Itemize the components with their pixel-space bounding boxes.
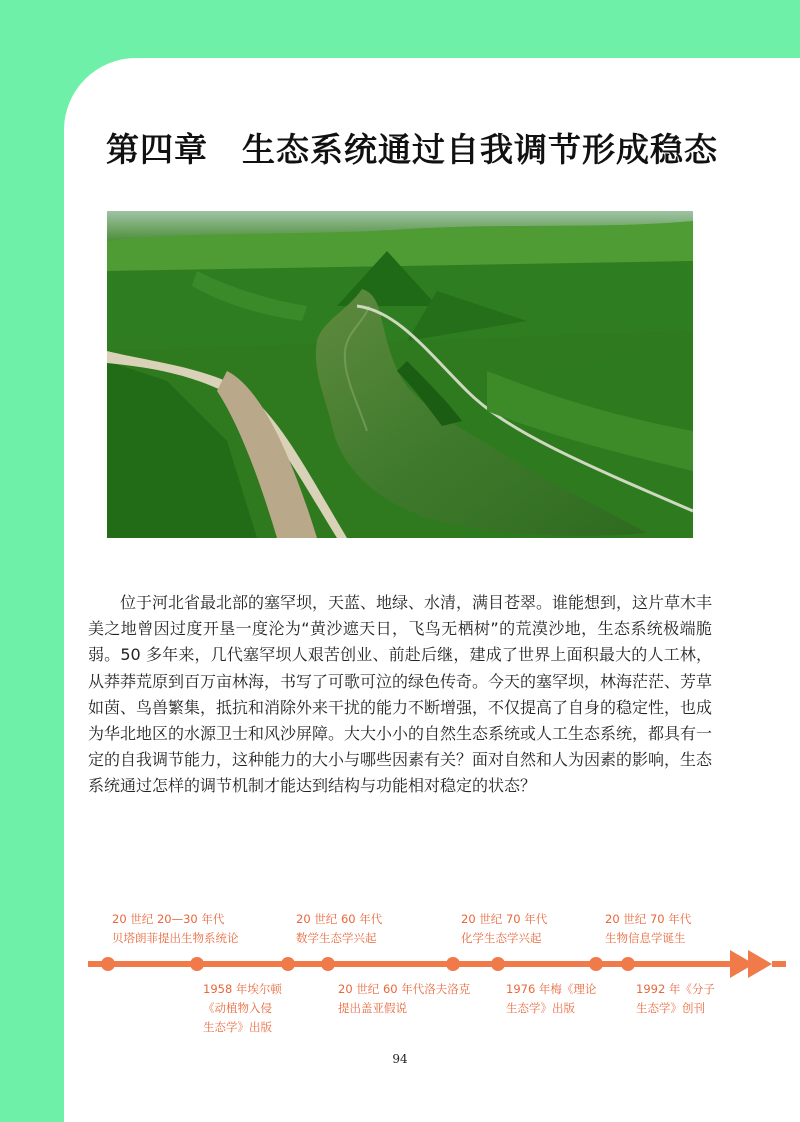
timeline-dot [281,957,295,971]
saihanba-landscape-photo [107,211,693,538]
timeline-event-label: 20 世纪 60 年代洛夫洛克 提出盖亚假说 [338,982,471,1015]
chapter-title [106,124,718,171]
timeline-event-label: 1976 年梅《理论 生态学》出版 [506,982,597,1015]
timeline-event-label: 20 世纪 70 年代 生物信息学诞生 [605,912,692,945]
timeline-dot [491,957,505,971]
timeline-event-label: 20 世纪 20—30 年代 贝塔朗菲提出生物系统论 [112,912,239,945]
chapter-title-text: 生态系统通过自我调节形成稳态 [242,130,718,169]
timeline-event-label: 1958 年埃尔顿 《动植物入侵 生态学》出版 [203,982,282,1034]
intro-paragraph: 位于河北省最北部的塞罕坝，天蓝、地绿、水清，满目苍翠。谁能想到，这片草木丰美之地曾因过度开垦一度沦为“黄沙遮天日，飞鸟无栖树”的荒漠沙地，生态系统极端脆弱。50 多年来，几代塞罕坝人艰苦创业、前赴后继，建成了世界上面积最大的人工林，从莽莽荒原到百万亩林海，书写了可歌可泣的绿色传奇。今天的塞罕坝，林海茫茫、芳草如茵、鸟兽繁集，抵抗和消除外来干扰的能力不断增强，不仅提高了自身的稳定性，也成为华北地区的水源卫士和风沙屏障。大大小小的自然生态系统或人工生态系统，都具有一定的自我调节能力，这种能力的大小与哪些因素有关？面对自然和人为因素的影响，生态系统通过怎样的调节机制才能达到结构与功能相对稳定的状态？ [88,593,713,796]
timeline-event-label: 20 世纪 70 年代 化学生态学兴起 [461,912,548,945]
timeline-dot [101,957,115,971]
timeline-arrow-2 [748,950,772,978]
timeline-line-end [772,961,786,967]
page-number: 94 [392,1052,408,1066]
timeline-event-label: 1992 年《分子 生态学》创刊 [636,982,715,1015]
timeline-dot [190,957,204,971]
timeline-dot [589,957,603,971]
timeline-dot [446,957,460,971]
ecology-history-timeline [0,900,800,1040]
timeline-dot [321,957,335,971]
timeline-event-label: 20 世纪 60 年代 数学生态学兴起 [296,912,383,945]
timeline-dot [621,957,635,971]
chapter-number: 第四章 [106,130,208,169]
